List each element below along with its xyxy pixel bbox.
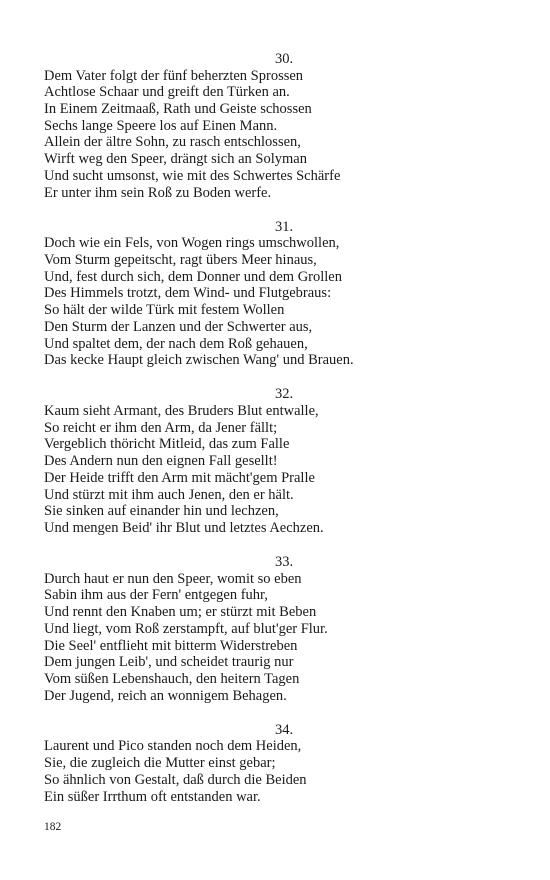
verse-line: Sie sinken auf einander hin und lechzen, — [44, 503, 279, 520]
verse-line: Laurent und Pico standen noch dem Heiden, — [44, 738, 302, 755]
page-number: 182 — [44, 821, 62, 833]
verse-line: Dem jungen Leib', und scheidet traurig nur — [44, 654, 294, 671]
verse-line: So reicht er ihm den Arm, da Jener fällt; — [44, 419, 278, 436]
verse-line: Wirft weg den Speer, drängt sich an Solyman — [44, 151, 307, 168]
verse-line: Sechs lange Speere los auf Einen Mann. — [44, 117, 278, 134]
verse-line: Vergeblich thöricht Mitleid, das zum Falle — [44, 436, 290, 453]
stanza-number: 31. — [274, 218, 294, 235]
verse-line: Der Jugend, reich an wonnigem Behagen. — [44, 687, 287, 704]
verse-line: Durch haut er nun den Speer, womit so eben — [44, 570, 302, 587]
stanza-number: 32. — [274, 386, 294, 403]
verse-line: Dem Vater folgt der fünf beherzten Sprossen — [44, 67, 304, 84]
verse-line: Das kecke Haupt gleich zwischen Wang' und Brauen. — [44, 352, 354, 369]
verse-line: Sie, die zugleich die Mutter einst gebar; — [44, 755, 276, 772]
stanza — [44, 219, 514, 369]
stanza-number: 33. — [274, 554, 294, 571]
verse-line: Des Himmels trotzt, dem Wind- und Flutgebraus: — [44, 285, 332, 302]
stanza-number: 34. — [274, 721, 294, 738]
verse-line: Und liegt, vom Roß zerstampft, auf blut'ger Flur. — [44, 620, 328, 637]
verse-line: Und spaltet dem, der nach dem Roß gehauen, — [44, 335, 308, 352]
verse-line: So ähnlich von Gestalt, daß durch die Beiden — [44, 771, 307, 788]
stanza — [44, 386, 514, 536]
poem-page — [44, 51, 514, 823]
verse-line: Die Seel' entflieht mit bitterm Widerstreben — [44, 637, 298, 654]
stanza — [44, 51, 514, 201]
verse-line: So hält der wilde Türk mit festem Wollen — [44, 302, 285, 319]
verse-line: Vom Sturm gepeitscht, ragt übers Meer hinaus, — [44, 252, 317, 269]
verse-line: Des Andern nun den eignen Fall gesellt! — [44, 453, 278, 470]
verse-line: Und, fest durch sich, dem Donner und dem Grollen — [44, 268, 342, 285]
stanza — [44, 554, 514, 704]
verse-line: Den Sturm der Lanzen und der Schwerter aus, — [44, 318, 313, 335]
verse-line: Kaum sieht Armant, des Bruders Blut entwalle, — [44, 403, 319, 420]
verse-line: Er unter ihm sein Roß zu Boden werfe. — [44, 184, 272, 201]
stanza-number: 30. — [274, 51, 294, 67]
stanza — [44, 722, 514, 805]
verse-line: Allein der ältre Sohn, zu rasch entschlossen, — [44, 134, 301, 151]
verse-line: Und rennt den Knaben um; er stürzt mit Beben — [44, 604, 317, 621]
verse-line: Und mengen Beid' ihr Blut und letztes Aechzen. — [44, 519, 324, 536]
verse-line: Und sucht umsonst, wie mit des Schwertes Schärfe — [44, 167, 341, 184]
verse-line: Doch wie ein Fels, von Wogen rings umschwollen, — [44, 235, 340, 252]
verse-line: Und stürzt mit ihm auch Jenen, den er hält. — [44, 486, 294, 503]
verse-line: Achtlose Schaar und greift den Türken an. — [44, 84, 290, 101]
verse-line: Vom süßen Lebenshauch, den heitern Tagen — [44, 670, 300, 687]
verse-line: In Einem Zeitmaaß, Rath und Geiste schossen — [44, 101, 312, 118]
verse-line: Sabin ihm aus der Fern' entgegen fuhr, — [44, 587, 268, 604]
verse-line: Ein süßer Irrthum oft entstanden war. — [44, 788, 261, 805]
verse-line: Der Heide trifft den Arm mit mächt'gem Pralle — [44, 469, 315, 486]
